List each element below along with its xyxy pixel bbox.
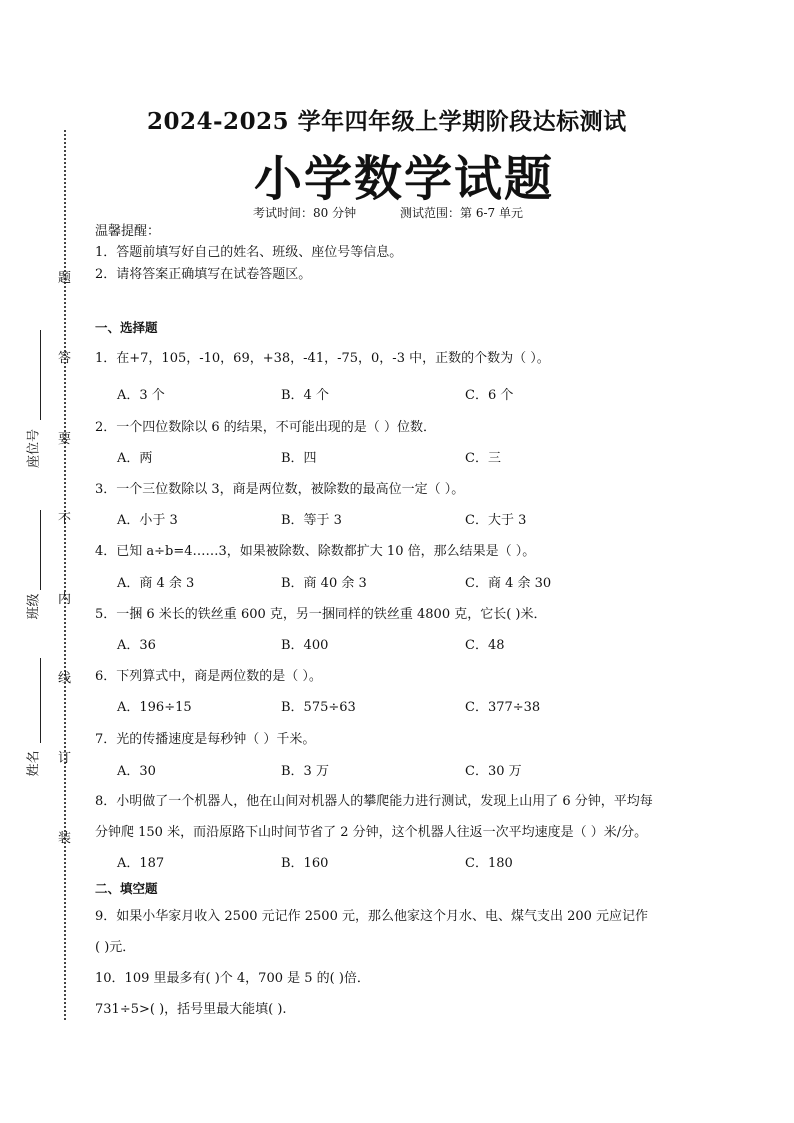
seal-char: 要	[58, 432, 72, 447]
q8-option-c[interactable]: C．180	[465, 856, 513, 871]
exam-title: 小学数学试题	[254, 151, 555, 207]
q2-option-b[interactable]: B．四	[281, 451, 317, 466]
q7-option-a[interactable]: A．30	[117, 764, 156, 779]
q8-option-a[interactable]: A．187	[117, 856, 165, 871]
question-3: 3．一个三位数除以 3，商是两位数，被除数的最高位一定（ ）。	[95, 482, 465, 497]
q1-option-a[interactable]: A．3 个	[117, 388, 165, 403]
q3-option-b[interactable]: B．等于 3	[281, 513, 342, 528]
seal-char: 答	[58, 351, 72, 366]
exam-time: 考试时间：80 分钟	[253, 206, 357, 220]
question-7: 7．光的传播速度是每秒钟（ ）千米。	[95, 732, 316, 747]
seal-char: 题	[58, 271, 72, 286]
q7-option-b[interactable]: B．3 万	[281, 764, 329, 779]
q4-option-a[interactable]: A．商 4 余 3	[117, 576, 195, 591]
question-1: 1．在+7，105，-10，69，+38，-41，-75，0，-3 中，正数的个数为（ ）。	[95, 351, 550, 366]
name-label: 姓名	[26, 750, 42, 777]
question-9-line2: ( )元．	[95, 940, 136, 955]
seal-char: 线	[58, 671, 72, 686]
seal-char: 不	[58, 512, 72, 527]
q1-option-c[interactable]: C．6 个	[465, 388, 514, 403]
seat-number-field[interactable]	[40, 330, 41, 420]
question-5: 5．一捆 6 米长的铁丝重 600 克，另一捆同样的铁丝重 4800 克，它长( )米．	[95, 607, 547, 622]
exam-scope: 测试范围：第 6-7 单元	[400, 206, 523, 220]
note-item: 2．请将答案正确填写在试卷答题区。	[95, 267, 312, 282]
question-4: 4．已知 a÷b=4……3，如果被除数、除数都扩大 10 倍，那么结果是（ ）。	[95, 544, 536, 559]
q1-option-b[interactable]: B．4 个	[281, 388, 329, 403]
q5-option-b[interactable]: B．400	[281, 638, 329, 653]
seal-char: 订	[58, 751, 72, 766]
question-8-line2: 分钟爬 150 米，而沿原路下山时间节省了 2 分钟，这个机器人往返一次平均速度是（ ）米/分。	[95, 825, 648, 840]
seal-char: 装	[58, 831, 72, 846]
binding-dotted-line	[64, 130, 66, 1020]
q2-option-c[interactable]: C．三	[465, 451, 501, 466]
q4-option-b[interactable]: B．商 40 余 3	[281, 576, 367, 591]
question-6: 6．下列算式中，商是两位数的是（ ）。	[95, 669, 322, 684]
q5-option-c[interactable]: C．48	[465, 638, 505, 653]
class-label: 班级	[26, 593, 42, 620]
seal-char: 内	[58, 592, 72, 607]
note-item: 1．答题前填写好自己的姓名、班级、座位号等信息。	[95, 245, 403, 260]
section-title-choice: 一、选择题	[95, 320, 158, 335]
class-field[interactable]	[40, 510, 41, 590]
q3-option-a[interactable]: A．小于 3	[117, 513, 178, 528]
question-2: 2．一个四位数除以 6 的结果，不可能出现的是（ ）位数．	[95, 420, 436, 435]
q7-option-c[interactable]: C．30 万	[465, 764, 522, 779]
question-10-line1: 10．109 里最多有( )个 4，700 是 5 的( )倍．	[95, 971, 370, 986]
name-field[interactable]	[40, 658, 41, 743]
question-10-line2: 731÷5>( )，括号里最大能填( ).	[95, 1002, 287, 1017]
notes-heading: 温馨提醒：	[95, 224, 161, 239]
q8-option-b[interactable]: B．160	[281, 856, 329, 871]
q6-option-b[interactable]: B．575÷63	[281, 700, 356, 715]
q6-option-a[interactable]: A．196÷15	[117, 700, 192, 715]
q3-option-c[interactable]: C．大于 3	[465, 513, 527, 528]
q6-option-c[interactable]: C．377÷38	[465, 700, 541, 715]
q4-option-c[interactable]: C．商 4 余 30	[465, 576, 552, 591]
q2-option-a[interactable]: A．两	[117, 451, 153, 466]
exam-subtitle: 2024-2025 学年四年级上学期阶段达标测试	[147, 108, 627, 135]
seat-number-label: 座位号	[26, 429, 42, 469]
question-9-line1: 9．如果小华家月收入 2500 元记作 2500 元，那么他家这个月水、电、煤气支出 200 元应记作	[95, 909, 649, 924]
q5-option-a[interactable]: A．36	[117, 638, 156, 653]
section-title-fill: 二、填空题	[95, 881, 158, 896]
question-8-line1: 8．小明做了一个机器人，他在山间对机器人的攀爬能力进行测试，发现上山用了 6 分钟，平均每	[95, 794, 653, 809]
